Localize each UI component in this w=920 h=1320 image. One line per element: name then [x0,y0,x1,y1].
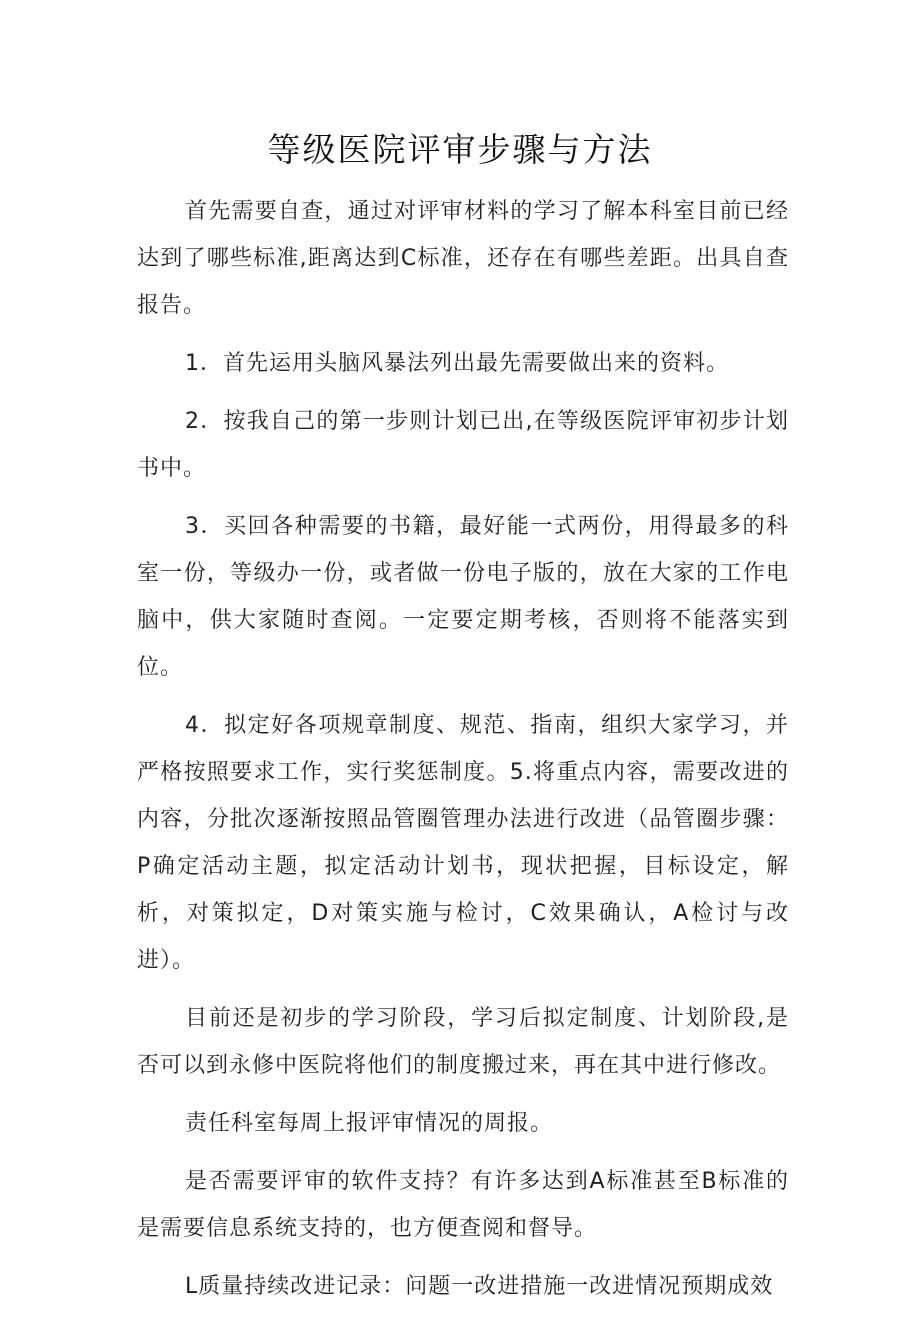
paragraph-self-check: 首先需要自查，通过对评审材料的学习了解本科室目前已经达到了哪些标准,距离达到C标准，还存在有哪些差距。出具自查报告。 [137,199,789,318]
document-body [137,188,789,1320]
paragraph-step-3: 3．买回各种需要的书籍，最好能一式两份，用得最多的科室一份，等级办一份，或者做一份电子版的，放在大家的工作电脑中，供大家随时查阅。一定要定期考核，否则将不能落实到位。 [137,514,789,680]
paragraph-software-support: 是否需要评审的软件支持？有许多达到A标准甚至B标准的是需要信息系统支持的，也方便查阅和督导。 [137,1169,789,1241]
paragraph-step-2: 2．按我自己的第一步则计划已出,在等级医院评审初步计划书中。 [137,409,789,481]
paragraph-current-stage: 目前还是初步的学习阶段，学习后拟定制度、计划阶段,是否可以到永修中医院将他们的制度搬过来，再在其中进行修改。 [137,1006,789,1078]
paragraph-quality-record: L质量持续改进记录：问题一改进措施一改进情况预期成效 [185,1274,774,1299]
paragraph-step-1: 1．首先运用头脑风暴法列出最先需要做出来的资料。 [185,351,729,376]
paragraph-step-4-5: 4．拟定好各项规章制度、规范、指南，组织大家学习，并严格按照要求工作，实行奖惩制度。5.将重点内容，需要改进的内容，分批次逐渐按照品管圈管理办法进行改进（品管圈步骤：P确定活动主题，拟定活动计划书，现状把握，目标设定，解析，对策拟定，D对策实施与检讨，C效果确认，A检讨与改进）。 [137,713,789,973]
paragraph-weekly-report: 责任科室每周上报评审情况的周报。 [185,1111,554,1136]
document-title: 等级医院评审步骤与方法 [267,130,653,169]
